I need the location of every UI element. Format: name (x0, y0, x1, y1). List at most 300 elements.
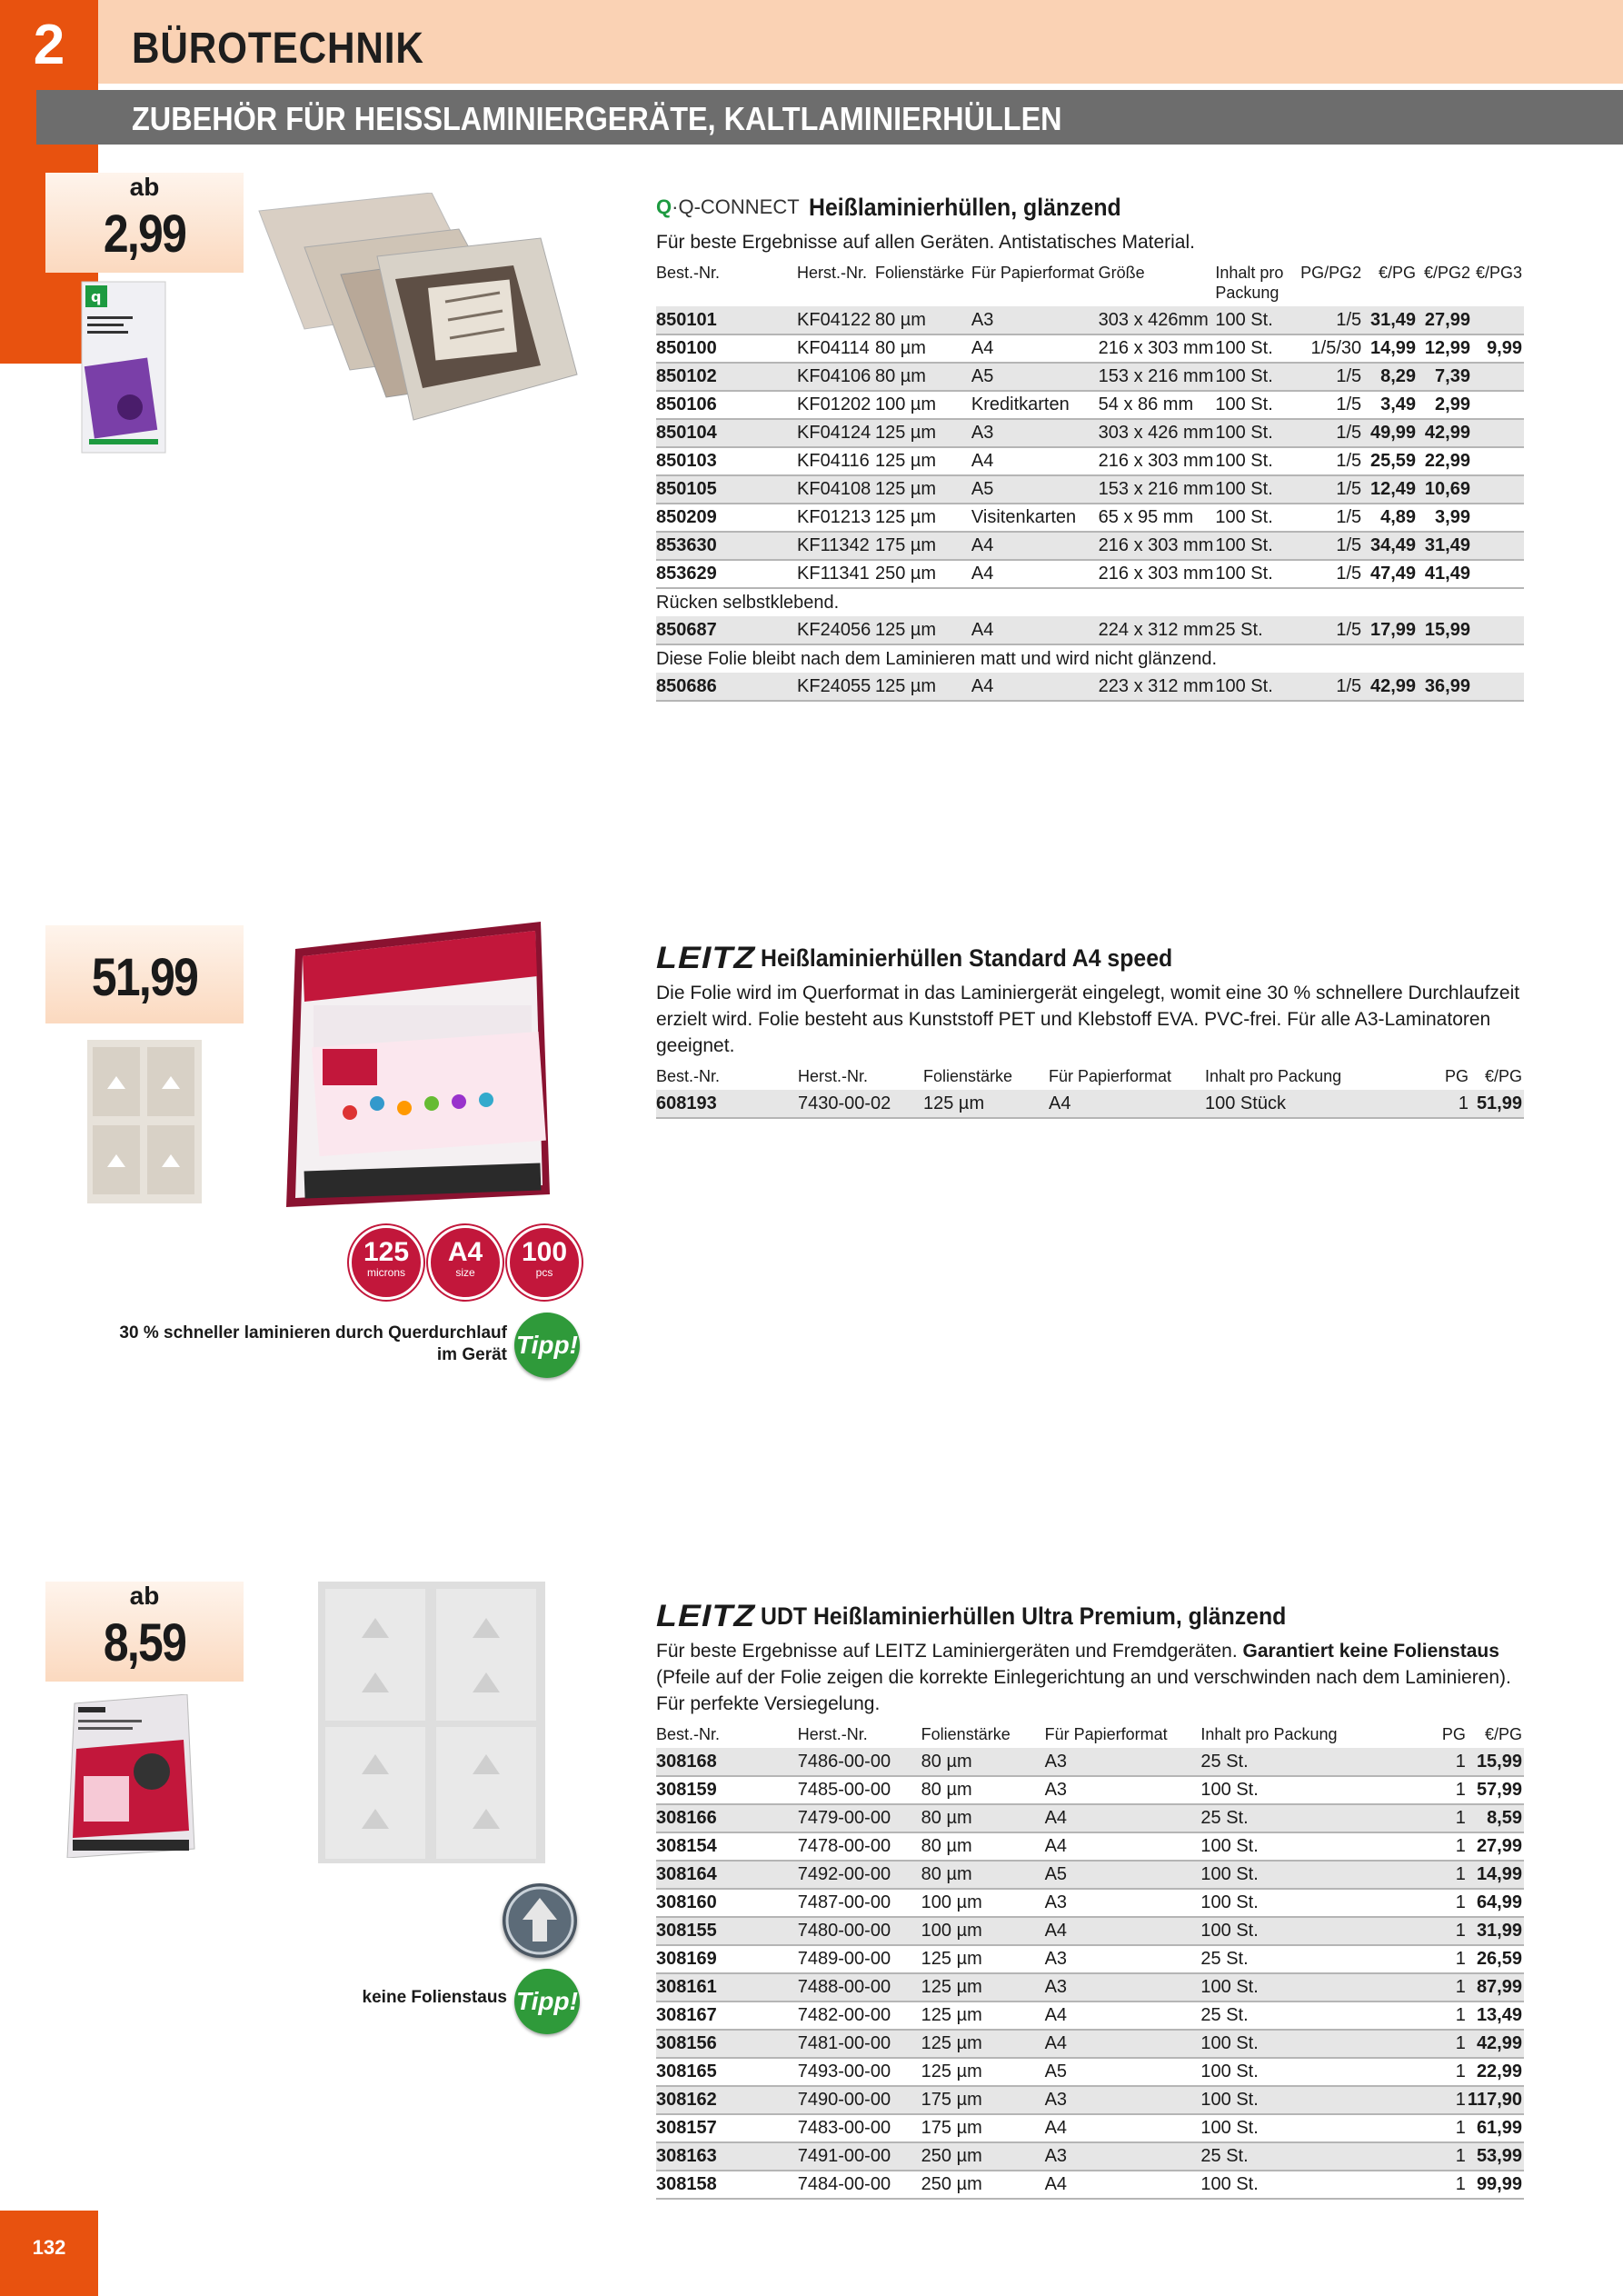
table-cell: 7487-00-00 (798, 1889, 921, 1917)
table-cell: 125 µm (875, 616, 971, 644)
table-cell: 125 µm (875, 504, 971, 532)
table-cell: 27,99 (1418, 306, 1472, 334)
table-cell: 7489-00-00 (798, 1945, 921, 1973)
table-cell: 7486-00-00 (798, 1748, 921, 1776)
table-cell: 100 St. (1215, 504, 1300, 532)
table-row (656, 673, 1524, 701)
price-value: 8,59 (103, 1613, 186, 1672)
price-prefix: ab (129, 1582, 160, 1610)
table-cell: 3,49 (1363, 391, 1418, 419)
desc-part: (Pfeile auf der Folie zeigen die korrekte Einlegerichtung an und verschwinden nach dem Laminieren). Für perfekte Versiegelung. (656, 1667, 1511, 1714)
column-header: €/PG2 (1423, 264, 1470, 282)
table-cell: 125 µm (921, 1973, 1045, 2002)
table-cell: 7490-00-00 (798, 2086, 921, 2114)
table-cell: 125 µm (923, 1090, 1049, 1118)
table-row (656, 1917, 1524, 1945)
table-cell: 100 µm (875, 391, 971, 419)
table-cell: 7492-00-00 (798, 1861, 921, 1889)
table-cell: KF24055 (797, 673, 875, 701)
table-cell: KF04108 (797, 475, 875, 504)
table-cell: 65 x 95 mm (1099, 504, 1216, 532)
table-cell: 2,99 (1418, 391, 1472, 419)
table-cell: 12,99 (1418, 334, 1472, 363)
table-row (656, 334, 1524, 363)
table-cell: A5 (971, 475, 1099, 504)
table-cell: 100 St. (1215, 447, 1300, 475)
column-header: Herst.-Nr. (797, 264, 868, 282)
table-cell: 125 µm (921, 1945, 1045, 1973)
table-cell: 1 (1411, 1889, 1468, 1917)
table-cell: 1/5/30 (1300, 334, 1363, 363)
tipp-text: keine Folienstaus (362, 1988, 507, 2007)
table-cell: KF04114 (797, 334, 875, 363)
table-row (656, 1973, 1524, 2002)
table-cell: 1/5 (1300, 475, 1363, 504)
badge-unit: size (455, 1266, 475, 1279)
badge-value: A4 (447, 1237, 483, 1267)
table-cell: 1/5 (1300, 363, 1363, 391)
table-cell: 308162 (656, 2086, 798, 2114)
table-cell: 1 (1411, 1945, 1468, 1973)
table-cell: 853630 (656, 532, 797, 560)
product-title: Heißlaminierhüllen Standard A4 speed (761, 943, 1173, 972)
table-cell: 25 St. (1200, 2002, 1411, 2030)
table-cell: 250 µm (921, 2171, 1045, 2199)
table-cell: 25 St. (1200, 1945, 1411, 1973)
column-header: Folienstärke (921, 1725, 1011, 1743)
table-cell: 25 St. (1215, 616, 1300, 644)
table-cell: 7493-00-00 (798, 2058, 921, 2086)
table-cell: 1 (1411, 1973, 1468, 2002)
size-badge (428, 1225, 503, 1300)
table-cell (1472, 504, 1524, 532)
table-cell: 308166 (656, 1804, 798, 1832)
table-row (656, 363, 1524, 391)
table-cell: 10,69 (1418, 475, 1472, 504)
table-cell: 223 x 312 mm (1099, 673, 1216, 701)
table-cell: 100 St. (1200, 2030, 1411, 2058)
table-header-row (656, 263, 1524, 306)
table-cell: 308164 (656, 1861, 798, 1889)
brand-logo: LEITZ (656, 1598, 756, 1633)
table-cell: 1 (1411, 2171, 1468, 2199)
table-cell: 175 µm (921, 2114, 1045, 2142)
table-cell: 850105 (656, 475, 797, 504)
table-cell: 100 St. (1215, 334, 1300, 363)
table-cell: A4 (971, 334, 1099, 363)
table-cell: 57,99 (1468, 1776, 1524, 1804)
product-header (656, 1598, 1524, 1634)
table-row (656, 560, 1524, 588)
table-cell: 308169 (656, 1945, 798, 1973)
price-badge (45, 1582, 244, 1682)
tipp-badge: Tipp! (514, 1969, 580, 2034)
column-header: Inhalt pro Packung (1215, 264, 1284, 302)
table-cell: 51,99 (1470, 1090, 1524, 1118)
table-cell: A3 (971, 306, 1099, 334)
table-cell: 308154 (656, 1832, 798, 1861)
table-row (656, 1945, 1524, 1973)
table-row (656, 447, 1524, 475)
column-header: Inhalt pro Packung (1205, 1067, 1342, 1085)
table-cell: 308160 (656, 1889, 798, 1917)
table-cell: 308165 (656, 2058, 798, 2086)
tipp-badge: Tipp! (514, 1313, 580, 1378)
table-cell: 308161 (656, 1973, 798, 2002)
table-cell: A4 (1045, 2171, 1201, 2199)
column-header: Folienstärke (874, 264, 965, 282)
table-cell (1472, 560, 1524, 588)
table-row (656, 419, 1524, 447)
table-cell: 608193 (656, 1090, 798, 1118)
table-cell: Visitenkarten (971, 504, 1099, 532)
table-cell: 100 St. (1215, 391, 1300, 419)
table-row (656, 306, 1524, 334)
table-cell: KF11341 (797, 560, 875, 588)
table-cell (1472, 475, 1524, 504)
column-header: Für Papierformat (1049, 1067, 1172, 1085)
column-header: €/PG (1379, 264, 1417, 282)
table-cell: 53,99 (1468, 2142, 1524, 2171)
table-cell: A4 (1045, 2002, 1201, 2030)
table-cell: 308155 (656, 1917, 798, 1945)
badge-value: 100 (521, 1237, 568, 1267)
product-table (656, 263, 1524, 702)
table-cell: 7480-00-00 (798, 1917, 921, 1945)
table-cell: 1 (1411, 1776, 1468, 1804)
table-cell: 1/5 (1300, 419, 1363, 447)
table-cell: KF11342 (797, 532, 875, 560)
table-cell: 31,49 (1363, 306, 1418, 334)
up-arrow-icon (503, 1883, 577, 1958)
column-header: PG/PG2 (1300, 264, 1362, 282)
table-cell: 1/5 (1300, 447, 1363, 475)
table-row (656, 1776, 1524, 1804)
table-cell: 15,99 (1418, 616, 1472, 644)
table-cell: 7485-00-00 (798, 1776, 921, 1804)
column-header: Best.-Nr. (656, 264, 721, 282)
table-cell: A4 (1045, 1804, 1201, 1832)
table-cell: 308157 (656, 2114, 798, 2142)
table-cell: 12,49 (1363, 475, 1418, 504)
column-header: Herst.-Nr. (797, 1725, 868, 1743)
table-cell: 1 (1411, 2058, 1468, 2086)
table-row (656, 2114, 1524, 2142)
table-note-row (656, 644, 1524, 673)
table-cell: 1 (1411, 1832, 1468, 1861)
table-cell: 224 x 312 mm (1099, 616, 1216, 644)
table-cell: 1 (1411, 1804, 1468, 1832)
table-cell: 9,99 (1472, 334, 1524, 363)
table-cell: 100 St. (1215, 560, 1300, 588)
table-cell: A4 (971, 447, 1099, 475)
table-cell: 80 µm (921, 1776, 1045, 1804)
table-cell: 22,99 (1468, 2058, 1524, 2086)
table-cell: 100 St. (1200, 1973, 1411, 2002)
laminating-pouches-image (250, 193, 586, 429)
table-cell: 216 x 303 mm (1099, 532, 1216, 560)
table-cell: 80 µm (921, 1832, 1045, 1861)
table-cell: 303 x 426 mm (1099, 419, 1216, 447)
table-cell: 100 St. (1215, 673, 1300, 701)
table-cell: 27,99 (1468, 1832, 1524, 1861)
table-cell: 17,99 (1363, 616, 1418, 644)
column-header: €/PG (1484, 1725, 1522, 1743)
table-cell: 100 St. (1200, 1889, 1411, 1917)
table-cell: KF01213 (797, 504, 875, 532)
table-cell (1472, 391, 1524, 419)
table-cell: 42,99 (1363, 673, 1418, 701)
table-cell: A5 (1045, 2058, 1201, 2086)
table-cell: 125 µm (921, 2002, 1045, 2030)
table-cell: KF04124 (797, 419, 875, 447)
price-value: 51,99 (91, 948, 198, 1007)
table-cell: 1 (1411, 2086, 1468, 2114)
table-cell: 125 µm (875, 475, 971, 504)
column-header: Folienstärke (923, 1067, 1013, 1085)
table-cell: 36,99 (1418, 673, 1472, 701)
table-cell: 1/5 (1300, 532, 1363, 560)
table-cell: 14,99 (1363, 334, 1418, 363)
table-cell: KF01202 (797, 391, 875, 419)
table-row (656, 1889, 1524, 1917)
table-cell: 853629 (656, 560, 797, 588)
column-header: PG (1444, 1067, 1469, 1085)
table-cell: 25 St. (1200, 1748, 1411, 1776)
table-note-row (656, 588, 1524, 616)
table-cell (1472, 306, 1524, 334)
product-description: Für beste Ergebnisse auf allen Geräten. Antistatisches Material. (656, 232, 1195, 253)
table-cell: KF24056 (797, 616, 875, 644)
table-cell: 80 µm (921, 1861, 1045, 1889)
table-cell: 850687 (656, 616, 797, 644)
microns-badge (349, 1225, 423, 1300)
table-cell: 80 µm (875, 363, 971, 391)
table-cell: 80 µm (921, 1748, 1045, 1776)
table-cell: 175 µm (921, 2086, 1045, 2114)
table-cell: A3 (1045, 2142, 1201, 2171)
table-cell: 49,99 (1363, 419, 1418, 447)
leitz-package-image (65, 1694, 196, 1858)
table-cell: 216 x 303 mm (1099, 334, 1216, 363)
table-cell: 1/5 (1300, 306, 1363, 334)
table-cell: 7,39 (1418, 363, 1472, 391)
table-header-row (656, 1724, 1524, 1748)
table-cell: 64,99 (1468, 1889, 1524, 1917)
table-cell: A4 (1045, 2114, 1201, 2142)
table-cell: 850106 (656, 391, 797, 419)
table-cell: 7483-00-00 (798, 2114, 921, 2142)
pouch-sample-image (87, 1040, 202, 1203)
table-cell: 42,99 (1468, 2030, 1524, 2058)
table-cell: 3,99 (1418, 504, 1472, 532)
table-cell: 25 St. (1200, 1804, 1411, 1832)
table-cell: 100 St. (1215, 306, 1300, 334)
table-cell: 7479-00-00 (798, 1804, 921, 1832)
table-cell: 100 Stück (1205, 1090, 1416, 1118)
brand-name: Q-CONNECT (678, 195, 800, 218)
column-header: Best.-Nr. (656, 1067, 721, 1085)
table-cell: 100 St. (1215, 532, 1300, 560)
table-cell: 125 µm (921, 2058, 1045, 2086)
table-cell: A3 (1045, 1945, 1201, 1973)
table-row (656, 2002, 1524, 2030)
table-cell: 99,99 (1468, 2171, 1524, 2199)
table-cell: A4 (1045, 1832, 1201, 1861)
table-cell: A3 (1045, 2086, 1201, 2114)
table-cell: 250 µm (875, 560, 971, 588)
leitz-package-image (277, 922, 554, 1207)
table-cell: 7491-00-00 (798, 2142, 921, 2171)
table-cell: 7481-00-00 (798, 2030, 921, 2058)
table-cell: 308156 (656, 2030, 798, 2058)
table-cell: 1/5 (1300, 391, 1363, 419)
table-cell: A4 (1045, 2030, 1201, 2058)
table-row (656, 475, 1524, 504)
table-cell: 80 µm (921, 1804, 1045, 1832)
table-cell: 850209 (656, 504, 797, 532)
tipp-text: 30 % schneller laminieren durch Querdurchlauf im Gerät (119, 1323, 507, 1364)
table-row (656, 1090, 1524, 1118)
table-cell: 100 St. (1200, 1861, 1411, 1889)
table-cell: 15,99 (1468, 1748, 1524, 1776)
table-cell: 1 (1416, 1090, 1470, 1118)
chapter-number: 2 (33, 14, 65, 76)
table-cell: A5 (1045, 1861, 1201, 1889)
price-badge (45, 173, 244, 273)
table-cell: 850101 (656, 306, 797, 334)
table-cell: 153 x 216 mm (1099, 475, 1216, 504)
badge-unit: pcs (535, 1266, 553, 1279)
column-header: Best.-Nr. (656, 1725, 721, 1743)
table-cell: 80 µm (875, 334, 971, 363)
table-cell: 7484-00-00 (798, 2171, 921, 2199)
table-row (656, 1861, 1524, 1889)
table-cell: 117,90 (1468, 2086, 1524, 2114)
table-cell: 8,59 (1468, 1804, 1524, 1832)
table-cell: 850102 (656, 363, 797, 391)
table-cell: 100 St. (1215, 363, 1300, 391)
product-table (656, 1066, 1524, 1119)
column-header: Für Papierformat (1044, 1725, 1168, 1743)
table-cell: 26,59 (1468, 1945, 1524, 1973)
price-prefix: ab (129, 173, 160, 201)
table-cell: 308168 (656, 1748, 798, 1776)
svg-text:q: q (91, 288, 102, 305)
desc-part: Für beste Ergebnisse auf LEITZ Laminiergeräten und Fremdgeräten. (656, 1641, 1243, 1662)
table-cell: 175 µm (875, 532, 971, 560)
table-cell: 1 (1411, 1917, 1468, 1945)
product-description: Die Folie wird im Querformat in das Laminiergerät eingelegt, womit eine 30 % schnellere Durchlaufzeit erzielt wird. Folie besteht aus Kunststoff PET und Klebstoff EVA. PVC-frei. Für alle A3-Laminatoren geeignet. (656, 983, 1520, 1056)
page-title: BÜROTECHNIK (132, 25, 424, 73)
table-cell: 216 x 303 mm (1099, 560, 1216, 588)
table-row (656, 2030, 1524, 2058)
table-cell: 100 µm (921, 1917, 1045, 1945)
pcs-badge (507, 1225, 582, 1300)
table-cell: A4 (971, 532, 1099, 560)
table-cell: 1/5 (1300, 673, 1363, 701)
table-row (656, 2086, 1524, 2114)
desc-highlight: Garantiert keine Folienstaus (1242, 1641, 1499, 1662)
table-cell: 42,99 (1418, 419, 1472, 447)
table-cell: 100 St. (1200, 1917, 1411, 1945)
column-header: Größe (1098, 264, 1145, 282)
table-row (656, 532, 1524, 560)
table-cell: 4,89 (1363, 504, 1418, 532)
table-cell: 31,99 (1468, 1917, 1524, 1945)
table-cell: 22,99 (1418, 447, 1472, 475)
table-cell: 34,49 (1363, 532, 1418, 560)
page-subtitle: ZUBEHÖR FÜR HEISSLAMINIERGERÄTE, KALTLAMINIERHÜLLEN (132, 100, 1062, 137)
table-cell: 850103 (656, 447, 797, 475)
table-row (656, 1832, 1524, 1861)
table-cell: 308163 (656, 2142, 798, 2171)
product-leitz-speed (656, 940, 1524, 1119)
table-cell: 7430-00-02 (798, 1090, 923, 1118)
product-title: Heißlaminierhüllen, glänzend (808, 193, 1121, 221)
table-cell: 100 St. (1200, 1776, 1411, 1804)
table-cell (1472, 673, 1524, 701)
table-cell: 850686 (656, 673, 797, 701)
table-cell: 250 µm (921, 2142, 1045, 2171)
table-cell: 125 µm (875, 447, 971, 475)
table-cell: A4 (971, 560, 1099, 588)
table-cell (1472, 419, 1524, 447)
product-header (656, 189, 1524, 225)
table-cell: 14,99 (1468, 1861, 1524, 1889)
product-leitz-udt (656, 1598, 1524, 2200)
table-cell: 13,49 (1468, 2002, 1524, 2030)
table-cell: A3 (1045, 1748, 1201, 1776)
table-cell: KF04116 (797, 447, 875, 475)
table-cell: 1 (1411, 1861, 1468, 1889)
table-cell: 125 µm (875, 673, 971, 701)
table-cell: 100 St. (1200, 2171, 1411, 2199)
price-badge (45, 925, 244, 1023)
table-cell: A3 (971, 419, 1099, 447)
table-cell: 25 St. (1200, 2142, 1411, 2171)
table-cell: 100 St. (1200, 1832, 1411, 1861)
table-cell: 125 µm (875, 419, 971, 447)
table-cell: 303 x 426mm (1099, 306, 1216, 334)
table-cell: 1 (1411, 2002, 1468, 2030)
table-cell: 100 St. (1215, 419, 1300, 447)
table-cell: KF04122 (797, 306, 875, 334)
column-header: €/PG (1484, 1067, 1522, 1085)
table-cell: 308159 (656, 1776, 798, 1804)
table-cell: 100 St. (1200, 2086, 1411, 2114)
brand-logo: LEITZ (656, 940, 756, 975)
product-table (656, 1724, 1524, 2200)
badge-value: 125 (363, 1237, 410, 1267)
table-header-row (656, 1066, 1524, 1090)
table-cell: 87,99 (1468, 1973, 1524, 2002)
product-qconnect-pouches (656, 189, 1524, 702)
table-cell: A5 (971, 363, 1099, 391)
table-cell: KF04106 (797, 363, 875, 391)
pouch-sample-image (318, 1582, 545, 1863)
table-cell: 308158 (656, 2171, 798, 2199)
table-cell: 308167 (656, 2002, 798, 2030)
table-cell: 54 x 86 mm (1099, 391, 1216, 419)
table-cell: 7478-00-00 (798, 1832, 921, 1861)
table-row (656, 504, 1524, 532)
brand-logo: Q·Q-CONNECT (656, 195, 800, 218)
product-description (656, 1638, 1524, 1717)
table-cell: 80 µm (875, 306, 971, 334)
table-row (656, 2171, 1524, 2199)
product-header (656, 940, 1524, 976)
